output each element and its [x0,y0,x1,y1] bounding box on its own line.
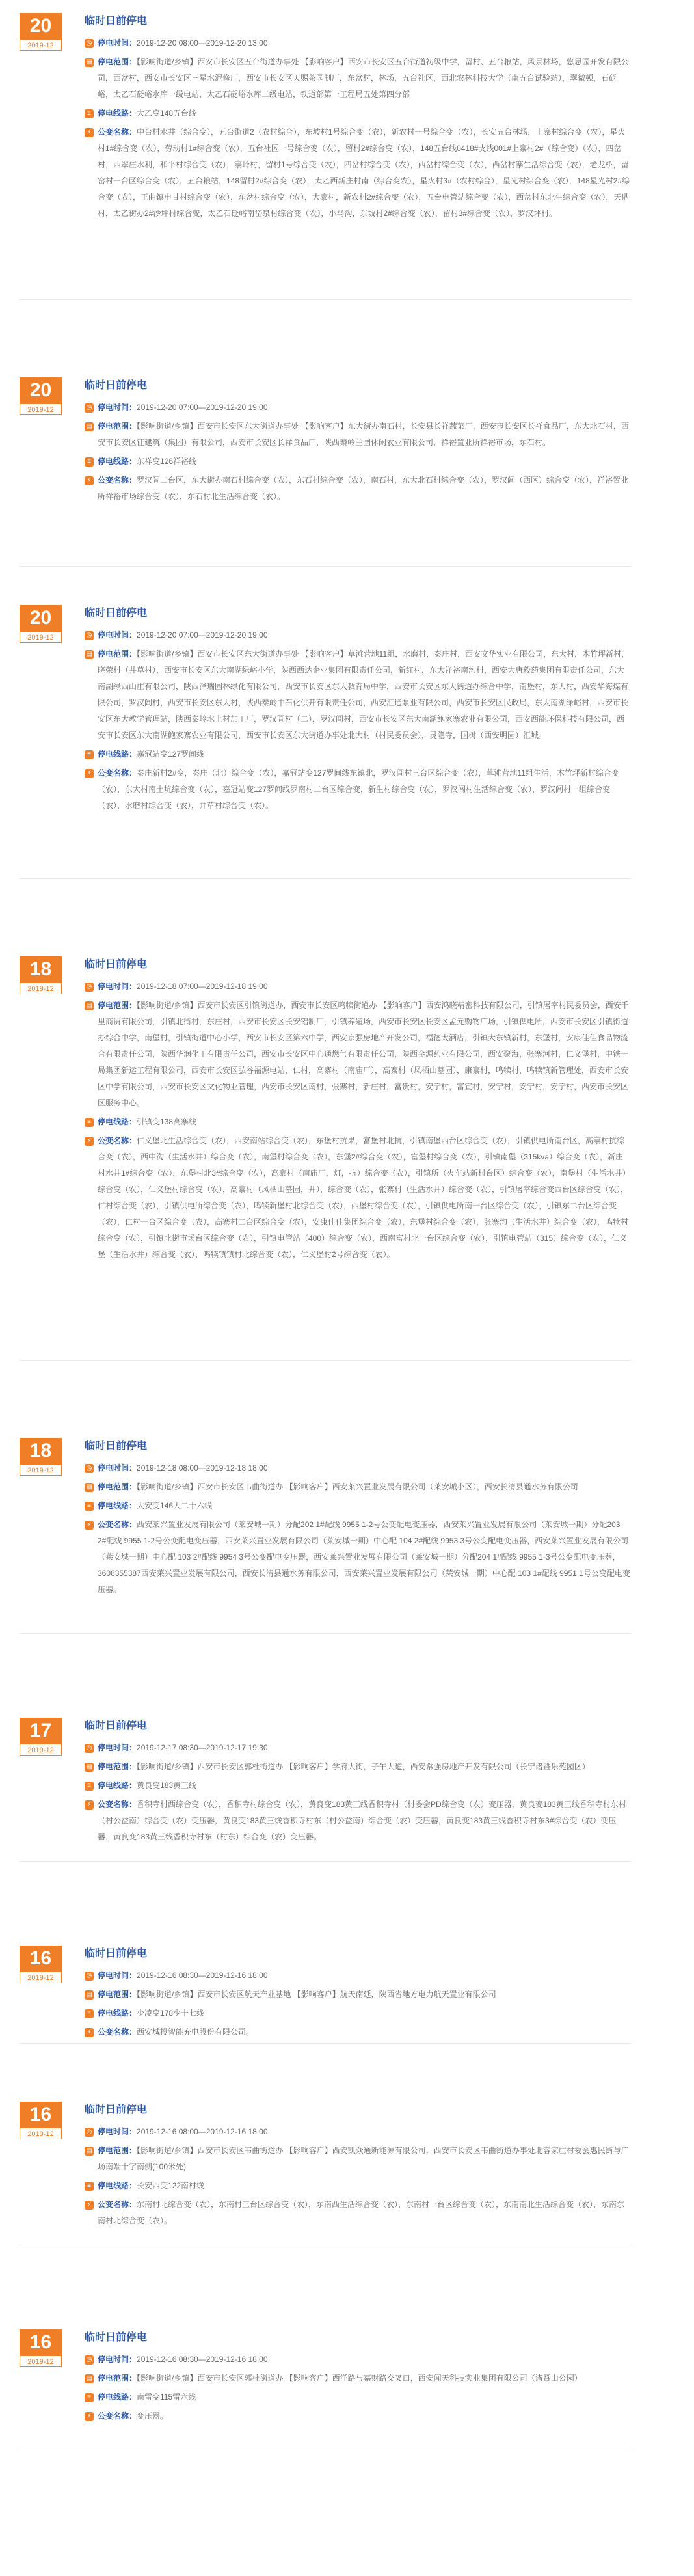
date-badge [20,605,62,643]
notice-row-device [85,472,631,505]
field-label: 公变名称： [98,1520,137,1529]
field-value: 【影响街道/乡镇】西安市长安区郭杜街道办 【影响客户】西洋路与嘉财路交叉口，西安闻天科技实业集团有限公司（诸暨山公园） [137,2374,582,2383]
outage-notice [20,1438,631,1634]
notice-row-line [85,2005,631,2022]
notice-row-scope [85,2143,631,2175]
date-year-month: 2019-12 [20,983,62,994]
map-icon: ▤ [85,1763,94,1772]
transformer-icon: ⚡ [85,2201,94,2210]
map-icon: ▤ [85,58,94,67]
power-line-icon: ≡ [85,2182,94,2191]
notice-body [85,956,631,1266]
transformer-icon: ⚡ [85,1521,94,1530]
transformer-icon: ⚡ [85,476,94,485]
field-label: 公变名称： [98,128,137,137]
notice-row-scope [85,1986,631,2003]
field-value: 【影响街道/乡镇】西安市长安区韦曲街道办 【影响客户】西安莱兴置业发展有限公司（莱安城小区），西安长清县通水务有限公司 [137,1482,578,1491]
notice-row-line [85,2178,631,2194]
field-value: 2019-12-16 08:30—2019-12-16 18:00 [137,2355,268,2364]
date-badge [20,1438,62,1476]
notice-row-line [85,1778,631,1794]
date-day: 16 [29,2104,52,2125]
power-line-icon: ≡ [85,1782,94,1791]
date-year-month: 2019-12 [20,1464,62,1476]
field-value: 2019-12-20 07:00—2019-12-20 19:00 [137,630,268,640]
field-value: 2019-12-16 08:00—2019-12-16 18:00 [137,2127,268,2136]
field-value: 东南村北综合变（农），东南村三台区综合变（农），东南西生活综合变（农），东南村一台区综合变（农），东南南北生活综合变（农），东南东南村北综合变（农）。 [98,2200,625,2225]
field-label: 停电范围： [98,649,137,658]
date-day: 18 [29,958,52,980]
notice-title[interactable]: 临时日前停电 [85,2104,148,2115]
transformer-icon: ⚡ [85,769,94,778]
notice-row-device [85,1796,631,1845]
map-icon: ▤ [85,1483,94,1492]
field-label: 公变名称： [98,768,137,778]
field-value: 大安变146大二十六线 [137,1501,213,1510]
outage-notice [20,2102,631,2245]
field-value: 秦庄新村2#变，秦庄（北）综合变（农），嘉冠站变127罗间线东镇北，罗汉闾村三台区综合变（农），草滩营地11组生活，木竹坪新村综合变（农），东大村南土坑综合变（农），嘉冠站变127罗间线罗南村二台区综合变，新生村综合变（农），罗汉闾村生活综合变（农），罗汉闾村一组综合变（农），水磨村综合变（农），井草村综合变（农）。 [98,768,619,810]
power-line-icon: ≡ [85,1502,94,1511]
notice-row-scope [85,418,631,451]
notice-row-time [85,400,631,416]
date-day: 16 [29,2331,52,2353]
field-label: 停电范围： [98,422,137,431]
clock-icon: ◷ [85,2355,94,2365]
map-icon: ▤ [85,2374,94,2383]
notice-body [85,13,631,224]
field-value: 嘉冠站变127罗间线 [137,750,205,759]
date-year-month: 2019-12 [20,1744,62,1756]
date-year-month: 2019-12 [20,2128,62,2139]
field-label: 停电范围： [98,1990,137,1999]
notice-title[interactable]: 临时日前停电 [85,959,148,970]
power-line-icon: ≡ [85,2009,94,2018]
clock-icon: ◷ [85,1464,94,1473]
notice-row-time [85,1460,631,1476]
notice-title[interactable]: 临时日前停电 [85,1948,148,1959]
notice-row-line [85,1114,631,1130]
clock-icon: ◷ [85,39,94,48]
field-value: 南雷变115雷六线 [137,2393,196,2402]
notice-row-time [85,979,631,995]
notice-title[interactable]: 临时日前停电 [85,1720,148,1731]
date-badge [20,1718,62,1756]
notice-title[interactable]: 临时日前停电 [85,608,148,619]
field-label: 停电线路： [98,750,137,759]
notice-body [85,377,631,508]
date-year-month: 2019-12 [20,2355,62,2367]
notice-row-line [85,105,631,122]
outage-notice [20,956,631,1361]
notice-row-scope [85,1479,631,1495]
notice-body [85,2329,631,2427]
notice-title[interactable]: 临时日前停电 [85,380,148,391]
notice-row-device [85,2024,631,2040]
field-label: 停电范围： [98,1482,137,1491]
field-label: 停电时间： [98,2355,137,2364]
field-value: 2019-12-20 07:00—2019-12-20 19:00 [137,403,268,412]
transformer-icon: ⚡ [85,128,94,137]
field-label: 停电时间： [98,630,137,640]
notice-row-device [85,765,631,814]
notice-row-time [85,35,631,51]
notice-row-time [85,1968,631,1984]
field-label: 公变名称： [98,2200,137,2209]
notice-body [85,1438,631,1601]
notice-title[interactable]: 临时日前停电 [85,1441,148,1452]
notice-row-scope [85,997,631,1111]
notice-row-time [85,2124,631,2140]
field-label: 停电线路： [98,1501,137,1510]
field-label: 停电时间： [98,1743,137,1752]
date-badge [20,2102,62,2139]
clock-icon: ◷ [85,1744,94,1753]
field-value: 2019-12-17 08:30—2019-12-17 19:30 [137,1743,268,1752]
field-value: 【影响街道/乡镇】西安市长安区东大街道办事处 【影响客户】草滩营地11组，水磨村，秦庄村，西安文华实业有限公司，东大村，木竹坪新村，晓荣村（井草村），西安市长安区东大南湖绿峪小学，陕西西达企业集团有限责任公司，新红村，东大祥裕南沟村，西安大唐毅药集团有限责任公司，东大南湖绿西山庄有限公司，陕西泽瑞园林绿化有限公司，西安市长安区东大教育局中学，西安市长安区东大街道办综合中学，南堡村，东大村，西安华海煤有限公司，罗汉闾村，西安市长安区东大村，陕西秦岭中石化供开有限责任公司，西安汇通泵业有限公司，西安市长安区民政局，东大南湖绿峪村，西安市长安区东大教学管理站，陕西秦岭水土材加工厂，罗汉闾村（二），罗汉闾村，西安市长安区东大南湖鲍家寨农业有限公司，西安西能环保科技有限公司，西安市长安区东大南湖鲍家寨农业有限公司，西安市长安区东大街道办事处北大村（村民委员会），灵隐寺，国树（西安明园）汇城。 [98,649,630,740]
notice-row-time [85,1740,631,1756]
field-value: 黄良变183黄三线 [137,1781,197,1790]
date-badge [20,377,62,415]
date-day: 16 [29,1947,52,1969]
field-label: 公变名称： [98,1136,137,1145]
notice-row-scope [85,1759,631,1775]
map-icon: ▤ [85,422,94,431]
field-label: 停电时间： [98,982,137,991]
field-label: 停电线路： [98,1781,137,1790]
field-value: 2019-12-20 08:00—2019-12-20 13:00 [137,38,268,47]
field-value: 西安莱兴置业发展有限公司（莱安城一期）分配202 1#配线 9955 1-2号公变配电变压器，西安莱兴置业发展有限公司（莱安城一期）分配203 2#配线 9955 1-2号公变配电变压器，西安莱兴置业发展有限公司（莱安城一期）中心配 104 2#配线 9953 3号公变配电变压器，西安莱兴置业发展有限公司（莱安城一期）中心配 103 2#配线 9954 3号公变配电变压器，西安莱兴置业发展有限公司（莱安城一期）分配204 1#配线 9955 1-3号公变配电变压器，3606355387西安莱兴置业发展有限公司，西安长清县通水务有限公司，西安莱兴置业发展有限公司（莱安城一期）中心配 103 1#配线 9951 1号公变配电变压器。 [98,1520,630,1594]
field-value: 【影响街道/乡镇】西安市长安区引镇街道办，西安市长安区鸣犊街道办 【影响客户】西安鸿晓精密科技有限公司，引镇屠宰村民委员会，西安千里商贸有限公司，引镇北街村，东庄村，西安市长安区长安铝制厂，引镇养殖场，西安市长安区长安区孟元购物广场，引镇供电所，西安市长安区引镇街道办综合中学，南堡村，引镇街道中心小学，西安市长安区第六中学，西安京强房地产开发公司，福德太酒店，引镇大东镇新村，东堡村，安康佳佳食品物流合有限责任公司，陕西华润化工有限责任公司，西安市长安区中心通燃气有限责任公司，陕西金源药业有限公司，西安聚海，张寨河村，仁义堡村，中铁一局集团新运工程有限公司，西安市长安区弘谷福源电站，仁村，高寨村（南庙厂），高寨村（凤栖山墓园），康寨村，鸣犊村，鸣犊镇新管理处，西安市长安区中学有限公司，西安市长安区文化物业管理，西安市长安区南村，张寨村，新庄村，富贵村，安宁村，富宣村，安宁村，安宁村，安宁村，西安市长安区区服务中心。 [98,1001,629,1107]
field-label: 停电线路： [98,2181,137,2190]
date-badge [20,1946,62,1983]
notice-row-line [85,454,631,470]
notice-row-device [85,124,631,222]
field-value: 罗汉闾二台区，东大街办南石村综合变（农），东石村综合变（农），南石村，东大北石村综合变（农），罗汉闾（西区）综合变（农），祥裕置业所祥裕市场综合变（农），东石村北生活综合变（农）。 [98,476,629,501]
transformer-icon: ⚡ [85,2028,94,2037]
date-day: 17 [29,1720,52,1741]
power-line-icon: ≡ [85,109,94,118]
notice-row-device [85,1517,631,1598]
notice-row-device [85,2408,631,2424]
transformer-icon: ⚡ [85,2412,94,2421]
field-value: 西安城投智能充电股份有限公司。 [137,2027,254,2037]
date-year-month: 2019-12 [20,631,62,643]
field-label: 停电范围： [98,57,137,66]
field-value: 2019-12-16 08:30—2019-12-16 18:00 [137,1971,268,1980]
date-year-month: 2019-12 [20,1972,62,1983]
field-label: 停电范围： [98,2374,137,2383]
date-day: 18 [29,1440,52,1461]
outage-notice [20,1718,631,1862]
notice-row-device [85,1133,631,1263]
field-label: 公变名称： [98,476,137,485]
outage-notice [20,377,631,567]
date-badge [20,956,62,994]
notice-body [85,1718,631,1848]
field-value: 2019-12-18 07:00—2019-12-18 19:00 [137,982,268,991]
outage-notice [20,1946,631,2044]
notice-title[interactable]: 临时日前停电 [85,16,148,27]
map-icon: ▤ [85,1001,94,1010]
field-label: 停电线路： [98,1117,137,1126]
power-line-icon: ≡ [85,457,94,467]
map-icon: ▤ [85,650,94,659]
field-label: 停电时间： [98,38,137,47]
date-year-month: 2019-12 [20,39,62,51]
notice-row-scope [85,54,631,103]
notice-row-line [85,2389,631,2406]
field-label: 停电时间： [98,1463,137,1472]
field-label: 停电时间： [98,403,137,412]
power-line-icon: ≡ [85,750,94,759]
field-label: 停电时间： [98,1971,137,1980]
field-value: 引镇变138高寨线 [137,1117,197,1126]
field-label: 停电线路： [98,2009,137,2018]
clock-icon: ◷ [85,1972,94,1981]
date-year-month: 2019-12 [20,403,62,415]
notice-body [85,2102,631,2232]
notice-body [85,605,631,817]
field-label: 停电范围： [98,2146,137,2155]
field-value: 2019-12-18 08:00—2019-12-18 18:00 [137,1463,268,1472]
field-value: 【影响街道/乡镇】西安市长安区五台街道办事处 【影响客户】西安市长安区五台街道初级中学，留村、五台粮站，风景林场，悠思园开发有限公司，西岔村，西安市长安区三星水泥修厂，西安市长安区天赐茶园制厂，东岔村，林场，五台社区，西北农林科技大学（南五台试验站），翠微顿，石砭峪，太乙石砭峪水库一级电站，太乙石砭峪水库二级电站，铁道部第一工程局五处第四分部 [98,57,629,99]
map-icon: ▤ [85,1990,94,2000]
field-label: 公变名称： [98,2411,137,2420]
power-line-icon: ≡ [85,1118,94,1127]
notice-row-time [85,627,631,644]
clock-icon: ◷ [85,2128,94,2137]
date-day: 20 [29,15,52,36]
notice-row-scope [85,646,631,744]
field-value: 东祥变126祥裕线 [137,457,197,466]
field-label: 公变名称： [98,2027,137,2037]
field-value: 【影响街道/乡镇】西安市长安区航天产业基地 【影响客户】航天南延，陕西省地方电力航天置业有限公司 [137,1990,496,1999]
field-value: 少凌变178少十七线 [137,2009,205,2018]
notice-row-line [85,1498,631,1514]
outage-notice [20,13,631,300]
field-label: 停电线路： [98,2393,137,2402]
field-value: 中台村水井（综合变），五台街道2（农村综合），东坡村1号综合变（农），新农村一号综合变（农），长安五台林场，上寨村综合变（农），星火村1#综合变（农），劳动村1#综合变（农），五台社区一号综合变（农），留村2#综合变（农），148五台线0418#支线001#上寨村2#（综合变）（农），四岔村，西翠庄水利，和平村综合变（农），寨岭村，留村1号综合变（农），四岔村综合变（农），西岔村综合变（农），西岔村寨生活综合变（农），老龙桥，留窑村一台区综合变（农），五台粮站，148留村2#综合变（农），太乙西新庄村南（综合变农），星火村3#（农村综合），星光村综合变（农），148星光村2#综合变（农），王曲镇申甘村综合变（农），东岔村综合变（农），大寨村，新农村2#综合变（农），五台电管站综合变（农），西岔村东北生综合变（农），天鼎村，太乙街办2#沙坪村综合变，太乙石砭峪南岱泉村综合变（农），小马沟，东坡村2#综合变（农），留村3#综合变（农），罗汉坪村。 [98,128,630,218]
transformer-icon: ⚡ [85,1137,94,1146]
clock-icon: ◷ [85,403,94,413]
field-value: 大乙变148五台线 [137,109,197,118]
field-value: 长安西变122南村线 [137,2181,205,2190]
date-day: 20 [29,607,52,629]
field-value: 【影响街道/乡镇】西安市长安区韦曲街道办 【影响客户】西安凯众通新能源有限公司，西安市长安区韦曲街道办事处北客家庄村委会惠民街与广场南端十字南侧(100米处) [98,2146,629,2171]
field-value: 【影响街道/乡镇】西安市长安区东大街道办事处 【影响客户】东大街办南石村，长安县长祥蔬菜厂，西安市长安区长祥食品厂，东大北石村，西安市长安区征建筑（集团）有限公司，西安市长安区长祥食品厂，陕西秦岭兰园休闲农业有限公司，祥裕置业所祥裕市场，东石村。 [98,422,629,447]
clock-icon: ◷ [85,631,94,640]
date-day: 20 [29,379,52,401]
notice-row-time [85,2352,631,2368]
field-value: 香积寺村西综合变（农），香积寺村综合变（农），黄良变183黄三线香积寺村（村委会PD综合变（农）变压器，黄良变183黄三线香积寺村东村（村公益南）综合变（农）变压器，黄良变183黄三线香积寺村东（村公益南）综合变（农）变压器，黄良变183黄三线香积寺村东3#综合变（农）变压器，黄良变183黄三线香积寺村东（村东）综合变（农）变压器。 [98,1800,626,1841]
field-label: 停电范围： [98,1001,137,1010]
field-label: 停电范围： [98,1762,137,1771]
notice-title[interactable]: 临时日前停电 [85,2332,148,2343]
field-label: 停电时间： [98,2127,137,2136]
field-label: 停电线路： [98,109,137,118]
field-value: 仁义堡北生活综合变（农），西安南站综合变（农），东堡村抗果，富堡村北抗，引镇南堡西台区综合变（农），引镇供电所南台区，高寨村抗综合变（农），西中沟（生活水井）综合变（农），南堡村综合变（农），东堡2#综合变（农），富堡村综合变（农），引镇南堡（315kva）综合变（农），新庄村水井1#综合变（农），东堡村北3#综合变（农），高寨村（南庙厂，灯，抗）综合变（农），引镇所（火车站新村台区）综合变（农），南堡村（生活水井）综合变（农），仁义堡村综合变（农），高寨村（凤栖山墓园，井），综合变（农），张寨村（生活水井）综合变（农），引镇屠宰综合变西台区综合变（农），仁村综合变（农），引镇供电所综合变（农），鸣犊新堡村北综合变（农），西堡村综合变（农），引镇供电所南一台区综合变（农），引镇东二台区综合变（农），仁村一台区综合变（农），高寨村二台区综合变（农），安康佳佳集团综合变（农），东堡村综合变（农），张寨沟（生活水井）综合变（农），鸣犊村综合变（农），引镇北街市场台区综合变（农），引镇电管站（400）综合变（农），西南富村北一台区综合变（农），引镇电管站（315）综合变（农），仁义堡（生活水井）综合变（农），鸣犊镇镇村北综合变（农），仁义堡村2号综合变（农）。 [98,1136,630,1259]
power-line-icon: ≡ [85,2393,94,2402]
date-badge [20,13,62,51]
notice-row-line [85,746,631,763]
notice-body [85,1946,631,2043]
map-icon: ▤ [85,2147,94,2156]
date-badge [20,2329,62,2367]
notice-row-device [85,2197,631,2229]
clock-icon: ◷ [85,983,94,992]
field-value: 变压器。 [137,2411,168,2420]
notice-row-scope [85,2370,631,2387]
field-value: 【影响街道/乡镇】西安市长安区郭杜街道办 【影响客户】学府大街，子午大道，西安常强房地产开发有限公司（长宁诸暨乐苑园区） [137,1762,590,1771]
outage-notice [20,605,631,879]
transformer-icon: ⚡ [85,1800,94,1810]
outage-notice [20,2329,631,2447]
field-label: 公变名称： [98,1800,137,1809]
field-label: 停电线路： [98,457,137,466]
